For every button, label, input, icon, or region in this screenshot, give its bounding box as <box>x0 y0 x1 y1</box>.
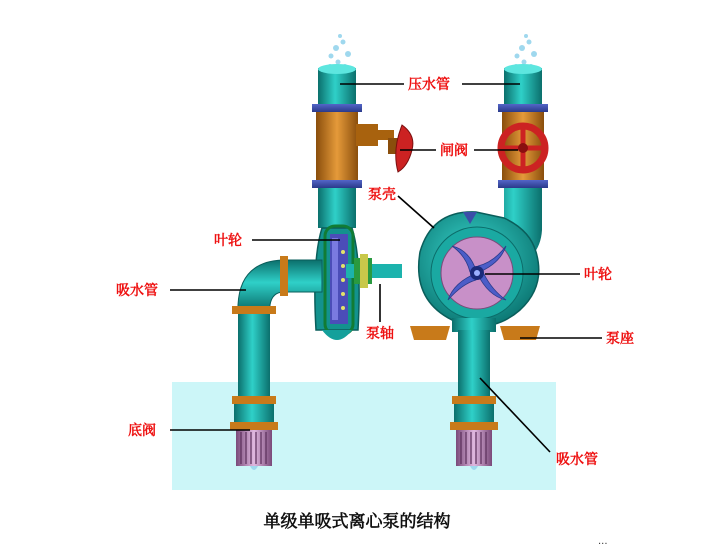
flange-left-top <box>312 104 362 112</box>
flange-left-bottom <box>312 180 362 188</box>
label-outlet-pipe: 压水管 <box>408 77 450 93</box>
suction-pipe-right <box>458 330 490 402</box>
valve-body-left <box>316 112 358 182</box>
corner-note: ... <box>598 536 608 544</box>
water-spray-left <box>328 34 351 68</box>
label-pump-base: 泵座 <box>606 331 634 347</box>
handwheel-right-icon <box>501 126 545 170</box>
label-pump-casing: 泵壳 <box>368 187 396 203</box>
label-suction-pipe-left: 吸水管 <box>116 283 158 299</box>
diagram-caption: 单级单吸式离心泵的结构 <box>263 512 451 532</box>
water-spray-right <box>514 34 537 68</box>
label-pump-shaft: 泵轴 <box>366 326 394 342</box>
label-impeller-left: 叶轮 <box>214 233 242 249</box>
pump-base <box>410 326 450 340</box>
label-suction-pipe-right: 吸水管 <box>556 452 598 468</box>
label-foot-valve: 底阀 <box>128 423 156 439</box>
label-impeller-right: 叶轮 <box>584 267 612 283</box>
handwheel-left-icon <box>396 125 413 172</box>
label-gate-valve: 闸阀 <box>440 143 468 159</box>
suction-pipe-left <box>238 306 270 402</box>
